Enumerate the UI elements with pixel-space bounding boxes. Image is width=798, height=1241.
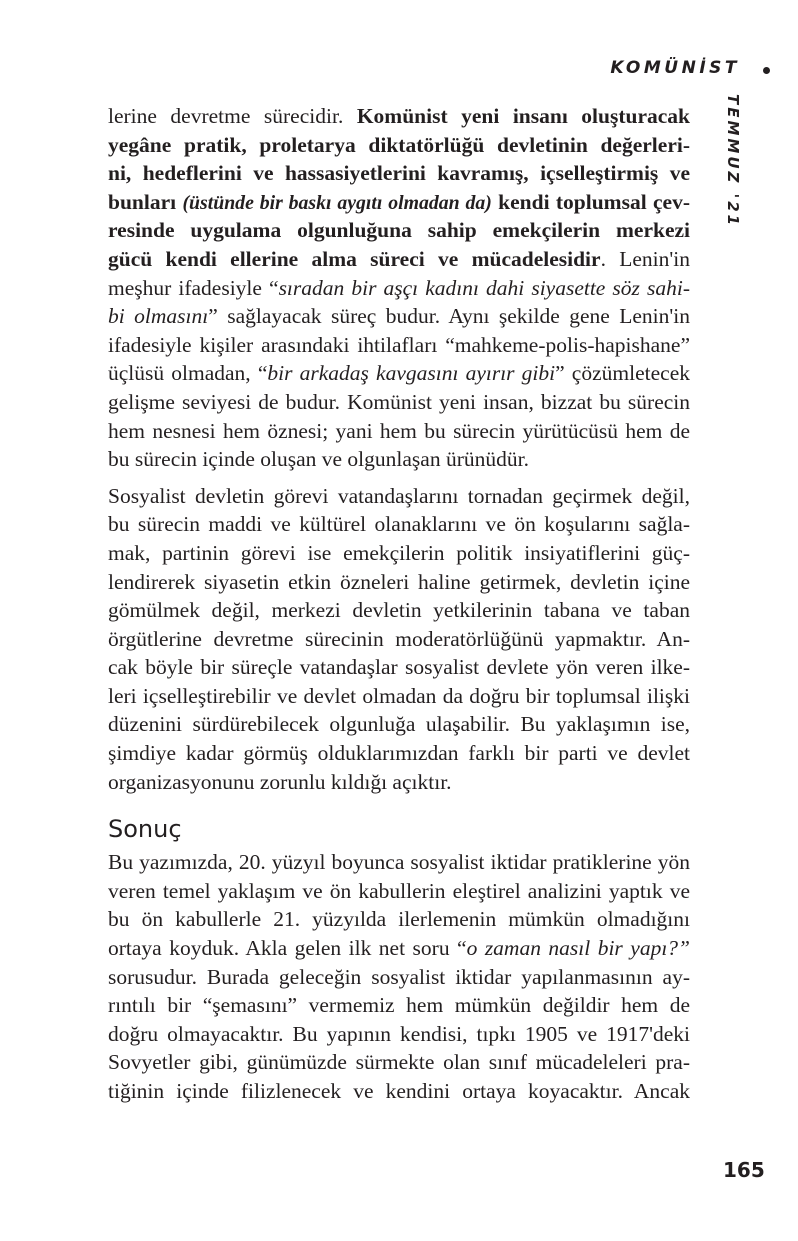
text-run: rıntılı bir “şemasını” vermemiz hem mümkün değildir hem de <box>108 993 690 1018</box>
text-run: Komünist yeni insanı oluşturacak <box>356 104 690 128</box>
text-run: bu sürecin içinde oluşan ve olgunlaşan ürünüdür. <box>108 447 529 472</box>
text-line <box>108 188 690 217</box>
text-run: bu sürecin maddi ve kültürel olanaklarını ve ön koşularını sağla- <box>108 512 690 537</box>
text-run: bu ön kabullerle 21. yüzyılda ilerlemenin mümkün olmadığını <box>108 907 690 932</box>
text-run: hem nesnesi hem öznesi; yani hem bu sürecin yürütücüsü hem de <box>108 418 690 443</box>
text-line <box>108 445 690 474</box>
text-run: (üstünde bir baskı aygıtı olmadan da) <box>182 191 492 214</box>
text-run: ni, hedeflerini ve hassasiyetlerini kavramış, içselleştirmiş ve <box>108 161 690 186</box>
text-run: ortaya koyduk. Akla gelen ilk net soru “ <box>108 936 467 961</box>
text-line <box>108 905 690 934</box>
text-line <box>108 1048 690 1077</box>
text-line <box>108 1020 690 1049</box>
text-run: yegâne pratik, proletarya diktatörlüğü devletinin değerleri- <box>108 132 690 157</box>
running-head <box>610 58 740 78</box>
text-line <box>108 877 690 906</box>
text-run: düzenini sürdürebilecek olgunluğa ulaşabilir. Bu yaklaşımın ise, <box>108 712 690 737</box>
text-line <box>108 625 690 654</box>
text-line <box>108 739 690 768</box>
text-run: veren temel yaklaşım ve ön kabullerin eleştirel analizini yaptık ve <box>108 878 690 903</box>
text-run: Bu yazımızda, 20. yüzyıl boyunca sosyalist iktidar pratiklerine yön <box>108 850 690 875</box>
text-line <box>108 417 690 446</box>
text-run: meşhur ifadesiyle “ <box>108 275 279 300</box>
text-run: mak, partinin görevi ise emekçilerin politik insiyatiflerini güç- <box>108 540 690 565</box>
text-run: şimdiye kadar görmüş olduklarımızdan farklı bir parti ve devlet <box>108 741 690 766</box>
paragraph-3 <box>108 848 690 1105</box>
text-run: sıradan bir aşçı kadını dahi siyasette söz sahi- <box>278 275 690 300</box>
text-run: lendirerek siyasetin etkin özneleri haline getirmek, devletin içine <box>108 569 690 594</box>
text-run: tiğinin içinde filizlenecek ve kendini ortaya koyacaktır. Ancak <box>108 1079 690 1103</box>
text-line <box>108 331 690 360</box>
text-line <box>108 159 690 188</box>
text-line <box>108 653 690 682</box>
text-line <box>108 596 690 625</box>
text-run: doğru olmayacaktır. Bu yapının kendisi, tıpkı 1905 ve 1917'deki <box>108 1021 690 1046</box>
text-run: Sosyalist devletin görevi vatandaşlarını tornadan geçirmek değil, <box>108 483 690 508</box>
bullet-dot-icon <box>763 67 770 74</box>
text-run: Sovyetler gibi, günümüzde sürmekte olan sınıf mücadeleleri pra- <box>108 1050 690 1075</box>
text-line <box>108 768 690 797</box>
text-run: bi olmasını <box>108 304 209 329</box>
text-line <box>108 131 690 160</box>
text-line <box>108 539 690 568</box>
text-line <box>108 302 690 331</box>
text-line <box>108 359 690 388</box>
text-run: resinde uygulama olgunluğuna sahip emekçilerin merkezi <box>108 218 690 243</box>
text-run: leri içselleştirebilir ve devlet olmadan da doğru bir toplumsal ilişki <box>108 683 690 708</box>
issue-date: TEMMUZ '21 <box>724 94 742 229</box>
text-run: gelişme seviyesi de budur. Komünist yeni insan, bizzat bu sürecin <box>108 389 690 414</box>
journal-name: KOMÜNİST <box>610 58 740 78</box>
text-run: üçlüsü olmadan, “ <box>108 361 268 386</box>
text-line <box>108 510 690 539</box>
text-line <box>108 991 690 1020</box>
text-run: lerine devretme sürecidir. <box>108 104 357 128</box>
page-content <box>108 102 690 1114</box>
text-run: gücü kendi ellerine alma süreci ve mücadelesidir <box>108 246 601 271</box>
text-line <box>108 963 690 992</box>
text-line <box>108 848 690 877</box>
text-run: örgütlerine devretme sürecinin moderatörlüğünü yapmaktır. An- <box>108 626 690 651</box>
text-line <box>108 1077 690 1106</box>
text-run: . Lenin'in <box>600 246 690 271</box>
paragraph-1 <box>108 102 690 474</box>
text-run: sorusudur. Burada geleceğin sosyalist iktidar yapılanmasının ay- <box>108 964 690 989</box>
text-run: ” sağlayacak süreç budur. Aynı şekilde gene Lenin'in <box>208 304 690 329</box>
text-line <box>108 482 690 511</box>
paragraph-2 <box>108 482 690 797</box>
text-line <box>108 274 690 303</box>
text-run: bunları <box>108 189 183 214</box>
text-line <box>108 568 690 597</box>
text-line <box>108 682 690 711</box>
text-run: bir arkadaş kavgasını ayırır gibi <box>267 361 556 386</box>
text-run: gömülmek değil, merkezi devletin yetkilerinin tabana ve taban <box>108 598 690 623</box>
text-line <box>108 388 690 417</box>
text-run: cak böyle bir süreçle vatandaşlar sosyalist devlete yön veren ilke- <box>108 655 690 680</box>
text-line <box>108 102 690 131</box>
text-run: kendi toplumsal çev- <box>491 189 690 214</box>
page-number: 165 <box>723 1158 765 1182</box>
text-run: o zaman nasıl bir yapı?” <box>466 936 690 961</box>
text-run: ” çözümletecek <box>555 361 690 386</box>
text-line <box>108 710 690 739</box>
text-line <box>108 934 690 963</box>
text-run: organizasyonunu zorunlu kıldığı açıktır. <box>108 769 452 794</box>
text-line <box>108 245 690 274</box>
text-run: ifadesiyle kişiler arasındaki ihtilafları “mahkeme-polis-hapishane” <box>108 332 690 357</box>
section-heading-conclusion: Sonuç <box>108 815 182 844</box>
text-line <box>108 216 690 245</box>
